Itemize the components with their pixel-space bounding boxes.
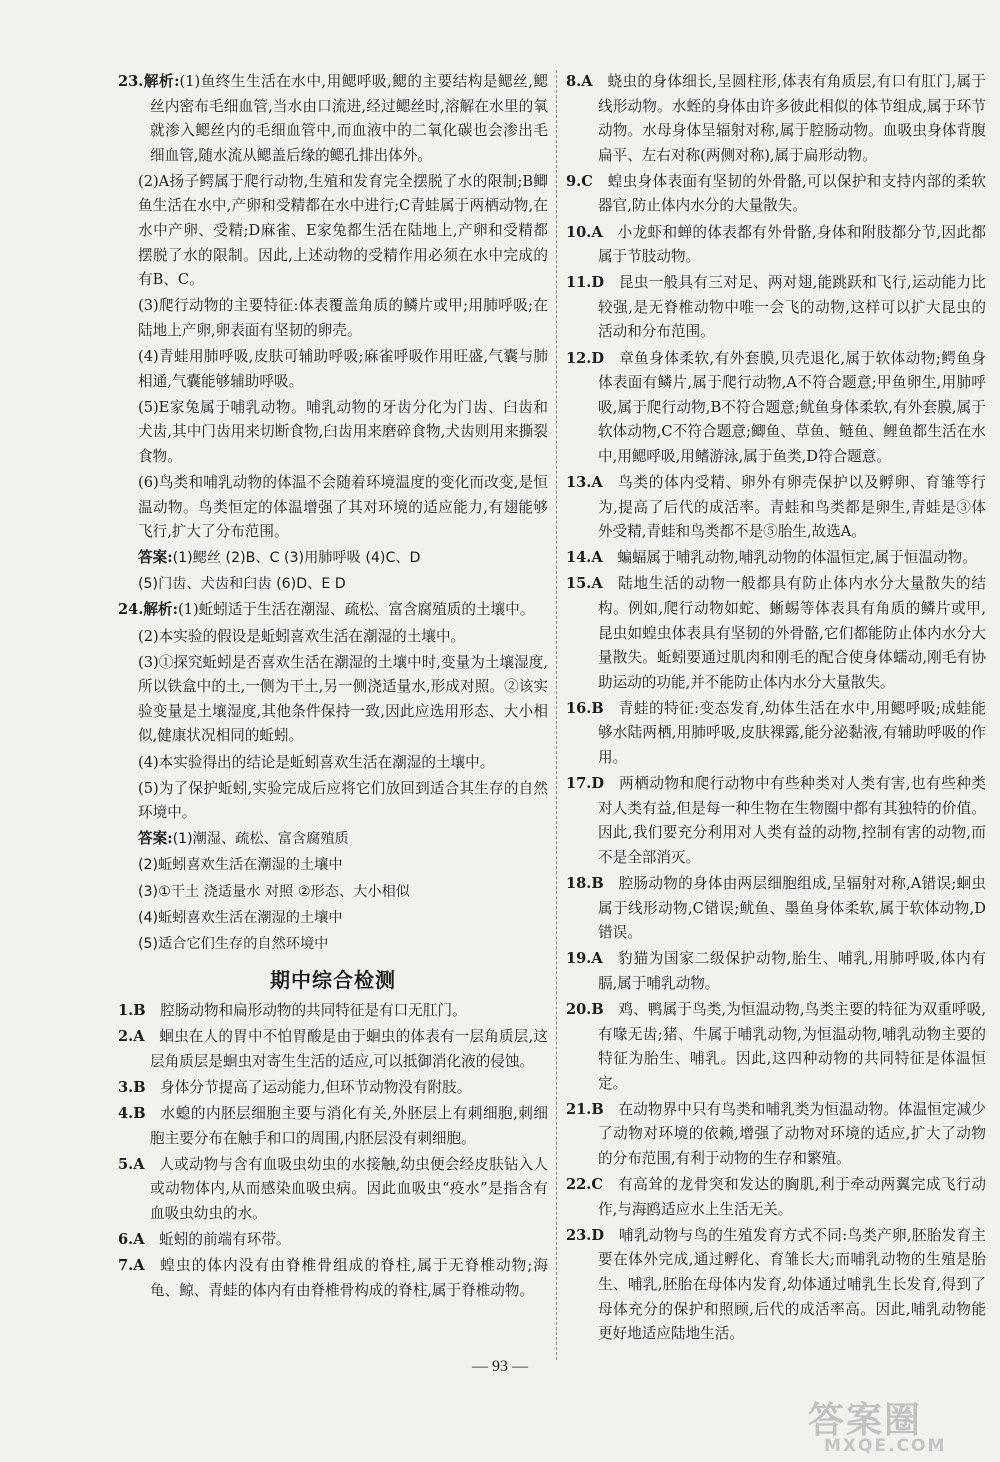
paragraph-text: (6)鸟类和哺乳动物的体温不会随着环境温度的变化而改变,是恒温动物。鸟类恒定的体温增强了其对环境的适应能力,有翅能够飞行,扩大了分布范围。 bbox=[138, 474, 548, 541]
paragraph-text: 两栖动物和爬行动物中有些种类对人类有害,也有些种类对人类有益,但是每一种生物在生物圈中都有其独特的价值。因此,我们要充分利用对人类有益的动物,控制有害的动物,而不是全部消灭。 bbox=[598, 775, 986, 866]
question-item bbox=[566, 546, 986, 571]
question-number: 18.B bbox=[566, 875, 604, 892]
paragraph-text: 蝗虫的体内没有由脊椎骨组成的脊柱,属于无脊椎动物;海龟、鲸、青蛙的体内有由脊椎骨构成的脊柱,属于脊椎动物。 bbox=[150, 1257, 548, 1299]
question-number: 6.A bbox=[118, 1231, 145, 1249]
question-number: 22.C bbox=[566, 1176, 604, 1194]
paragraph-text: 蚯蚓的前端有环带。 bbox=[159, 1231, 291, 1249]
question-item bbox=[566, 271, 986, 345]
paragraph-text: (1)鳃丝 (2)B、C (3)用肺呼吸 (4)C、D bbox=[172, 550, 421, 567]
question-item bbox=[566, 947, 986, 996]
question-item bbox=[566, 772, 986, 870]
question-number: 2.A bbox=[118, 1028, 145, 1046]
question-number: 5.A bbox=[118, 1155, 145, 1173]
paragraph-text: (5)门齿、犬齿和臼齿 (6)D、E D bbox=[138, 576, 346, 593]
paragraph-text: (1)鱼终生生活在水中,用鳃呼吸,鳃的主要结构是鳃丝,鳃丝内密布毛细血管,当水由口流进,经过鳃丝时,溶解在水里的氧就渗入鳃丝内的毛细血管中,而血液中的二氧化碳也会渗出毛细血管,随水流从鳃盖后缘的鳃孔排出体外。 bbox=[150, 73, 549, 164]
column-divider bbox=[556, 70, 557, 1360]
paragraph-text: 鸟类的体内受精、卵外有卵壳保护以及孵卵、育雏等行为,提高了后代的成活率。青蛙和鸟类都是卵生,青蛙是③体外受精,青蛙和鸟类都不是⑤胎生,故选A。 bbox=[598, 474, 986, 541]
paragraph-text: 在动物界中只有鸟类和哺乳类为恒温动物。体温恒定减少了动物对环境的依赖,增强了动物对环境的适应,扩大了动物的分布范围,有利于动物的生存和繁殖。 bbox=[598, 1100, 986, 1168]
question-item bbox=[566, 572, 986, 695]
question-item bbox=[566, 1173, 986, 1222]
answer-line bbox=[118, 827, 548, 852]
paragraph-text: (5)为了保护蚯蚓,实验完成后应将它们放回到适合其生存的自然环境中。 bbox=[138, 779, 548, 822]
question-number: 9.C bbox=[566, 172, 593, 190]
paragraph-text: 蝙蝠属于哺乳动物,哺乳动物的体温恒定,属于恒温动物。 bbox=[617, 549, 977, 567]
question-item bbox=[118, 1102, 548, 1151]
question-item bbox=[118, 1025, 548, 1074]
left-column bbox=[118, 70, 548, 1305]
explanation-paragraph bbox=[118, 170, 548, 293]
paragraph-text: 蝗虫身体表面有坚韧的外骨骼,可以保护和支持内部的柔软器官,防止体内水分的大量散失。 bbox=[598, 172, 986, 215]
watermark-logo bbox=[800, 1392, 990, 1456]
answer-line bbox=[118, 546, 548, 571]
question-item bbox=[566, 1224, 986, 1347]
analysis-label: 解析: bbox=[143, 601, 178, 619]
question-item bbox=[566, 347, 986, 470]
question-number: 13.A bbox=[566, 474, 603, 491]
explanation-paragraph bbox=[118, 471, 548, 545]
question-item bbox=[118, 1076, 548, 1101]
question-item bbox=[118, 1153, 548, 1227]
explanation-paragraph bbox=[118, 294, 548, 343]
paragraph-text: 青蛙的特征:变态发育,幼体生活在水中,用鳃呼吸;成蛙能够水陆两栖,用肺呼吸,皮肤裸露,能分泌黏液,有辅助呼吸的作用。 bbox=[598, 699, 986, 767]
explanation-paragraph bbox=[118, 932, 548, 957]
paragraph-text: (3)爬行动物的主要特征:体表覆盖角质的鳞片或甲;用肺呼吸;在陆地上产卵,卵表面有坚韧的卵壳。 bbox=[138, 297, 548, 339]
question-number: 17.D bbox=[566, 775, 605, 793]
question-number: 10.A bbox=[566, 223, 603, 241]
answer-label: 答案: bbox=[138, 830, 173, 848]
question-number: 15.A bbox=[566, 575, 603, 593]
paragraph-text: 蛲虫的身体细长,呈圆柱形,体表有角质层,有口有肛门,属于线形动物。水蛭的身体由许多彼此相似的体节组成,属于环节动物。水母身体呈辐射对称,属于腔肠动物。血吸虫身体背腹扁平、左右对称(两侧对称),属于扁形动物。 bbox=[598, 73, 986, 164]
question-item bbox=[118, 70, 548, 168]
paragraph-text: 腔肠动物的身体由两层细胞组成,呈辐射对称,A错误;蛔虫属于线形动物,C错误;鱿鱼、墨鱼身体柔软,属于软体动物,D错误。 bbox=[598, 875, 986, 942]
question-item bbox=[566, 221, 986, 270]
question-number: 3.B bbox=[118, 1079, 146, 1097]
explanation-paragraph bbox=[118, 345, 548, 394]
question-number: 7.A bbox=[118, 1257, 145, 1275]
question-number: 19.A bbox=[566, 950, 603, 968]
paragraph-text: (1)蚯蚓适于生活在潮湿、疏松、富含腐殖质的土壤中。 bbox=[177, 601, 535, 619]
paragraph-text: (2)本实验的假设是蚯蚓喜欢生活在潮湿的土壤中。 bbox=[138, 627, 466, 645]
question-number: 23. bbox=[118, 73, 144, 90]
question-number: 21.B bbox=[566, 1100, 604, 1118]
question-item bbox=[566, 1098, 986, 1172]
question-number: 20.B bbox=[566, 1000, 604, 1018]
question-item bbox=[118, 1228, 548, 1253]
question-item bbox=[566, 872, 986, 946]
page-number: — 93 — bbox=[472, 1358, 528, 1375]
paragraph-text: 章鱼身体柔软,有外套膜,贝壳退化,属于软体动物;鳄鱼身体表面有鳞片,属于爬行动物,A不符合题意;甲鱼卵生,用肺呼吸,属于爬行动物,B不符合题意;鱿鱼身体柔软,有外套膜,属于软体动物,C不符合题意;鲫鱼、草鱼、鲢鱼、鲤鱼都生活在水中,用鳃呼吸,用鳍游泳,属于鱼类,D符合题意。 bbox=[598, 349, 986, 465]
paragraph-text: (5)适合它们生存的自然环境中 bbox=[138, 935, 329, 952]
paragraph-text: (3)①探究蚯蚓是否喜欢生活在潮湿的土壤中时,变量为土壤湿度,所以铁盒中的土,一侧为干土,另一侧浇适量水,形成对照。②该实验变量是土壤湿度,其他条件保持一致,因此应选用形态、大小相似,健康状况相同的蚯蚓。 bbox=[138, 653, 548, 745]
paragraph-text: 身体分节提高了运动能力,但环节动物没有附肢。 bbox=[160, 1079, 472, 1097]
paragraph-text: (4)本实验得出的结论是蚯蚓喜欢生活在潮湿的土壤中。 bbox=[138, 753, 495, 771]
explanation-paragraph bbox=[118, 751, 548, 776]
question-number: 8.A bbox=[566, 73, 593, 90]
paragraph-text: 蛔虫在人的胃中不怕胃酸是由于蛔虫的体表有一层角质层,这层角质层是蛔虫对寄生生活的适应,可以抵御消化液的侵蚀。 bbox=[150, 1028, 548, 1070]
paragraph-text: 小龙虾和蝉的体表都有外骨骼,身体和附肢都分节,因此都属于节肢动物。 bbox=[598, 223, 986, 266]
paragraph-text: (2)A扬子鳄属于爬行动物,生殖和发育完全摆脱了水的限制;B鲫鱼生活在水中,产卵和受精都在水中进行;C青蛙属于两栖动物,在水中产卵、受精;D麻雀、E家兔都生活在陆地上,产卵和受精都摆脱了水的限制。因此,上述动物的受精作用必须在水中完成的有B、C。 bbox=[138, 172, 548, 289]
paragraph-text: (2)蚯蚓喜欢生活在潮湿的土壤中 bbox=[138, 857, 343, 874]
explanation-paragraph bbox=[118, 906, 548, 931]
question-item bbox=[118, 598, 548, 623]
answer-label: 答案: bbox=[138, 549, 173, 567]
question-item bbox=[566, 471, 986, 545]
question-number: 24. bbox=[118, 601, 144, 619]
watermark-url: MXQE.COM bbox=[824, 1436, 947, 1456]
explanation-paragraph bbox=[118, 853, 548, 878]
explanation-paragraph bbox=[118, 396, 548, 470]
paragraph-text: 哺乳动物与鸟的生殖发育方式不同:鸟类产卵,胚胎发育主要在体外完成,通过孵化、育雏长大;而哺乳动物的生殖是胎生、哺乳,胚胎在母体内发育,幼体通过哺乳生长发育,得到了母体充分的保护和照顾,后代的成活率高。因此,哺乳动物能更好地适应陆地生活。 bbox=[598, 1226, 986, 1343]
question-item bbox=[118, 999, 548, 1024]
paragraph-text: 水螅的内胚层细胞主要与消化有关,外胚层上有刺细胞,刺细胞主要分布在触手和口的周围,内胚层没有刺细胞。 bbox=[150, 1105, 548, 1147]
question-number: 1.B bbox=[118, 1002, 146, 1020]
explanation-paragraph bbox=[118, 572, 548, 597]
explanation-paragraph bbox=[118, 880, 548, 905]
paragraph-text: (5)E家兔属于哺乳动物。哺乳动物的牙齿分化为门齿、臼齿和犬齿,其中门齿用来切断食物,臼齿用来磨碎食物,犬齿则用来撕裂食物。 bbox=[138, 398, 548, 465]
explanation-paragraph bbox=[118, 625, 548, 650]
paragraph-text: (4)青蛙用肺呼吸,皮肤可辅助呼吸;麻雀呼吸作用旺盛,气囊与肺相通,气囊能够辅助呼吸。 bbox=[138, 348, 548, 390]
question-item bbox=[566, 70, 986, 168]
watermark-text: 答案圈 bbox=[808, 1400, 923, 1441]
explanation-paragraph bbox=[118, 777, 548, 826]
paragraph-text: 昆虫一般具有三对足、两对翅,能跳跃和飞行,运动能力比较强,是无脊椎动物中唯一会飞的动物,这样可以扩大昆虫的活动和分布范围。 bbox=[598, 274, 986, 341]
paragraph-text: 人或动物与含有血吸虫幼虫的水接触,幼虫便会经皮肤钻入人或动物体内,从而感染血吸虫病。因此血吸虫“疫水”是指含有血吸虫幼虫的水。 bbox=[150, 1155, 548, 1223]
paragraph-text: 陆地生活的动物一般都具有防止体内水分大量散失的结构。例如,爬行动物如蛇、蜥蜴等体表具有角质的鳞片或甲,昆虫如蝗虫体表具有坚韧的外骨骼,它们都能防止体内水分大量散失。蚯蚓要通过肌肉和刚毛的配合使身体蠕动,刚毛有协助运动的功能,并不能防止体内水分大量散失。 bbox=[598, 575, 986, 691]
question-number: 11.D bbox=[566, 274, 605, 292]
question-number: 23.D bbox=[566, 1226, 605, 1244]
paragraph-text: (4)蚯蚓喜欢生活在潮湿的土壤中 bbox=[138, 909, 343, 926]
paragraph-text: (1)潮湿、疏松、富含腐殖质 bbox=[172, 831, 349, 848]
question-item bbox=[118, 1254, 548, 1303]
paragraph-text: 豹猫为国家二级保护动物,胎生、哺乳,用肺呼吸,体内有膈,属于哺乳动物。 bbox=[598, 950, 986, 992]
question-item bbox=[566, 697, 986, 771]
analysis-label: 解析: bbox=[143, 73, 180, 90]
question-number: 4.B bbox=[118, 1105, 146, 1123]
section-title: 期中综合检测 bbox=[270, 968, 396, 993]
right-column bbox=[566, 70, 986, 1348]
paragraph-text: 有高耸的龙骨突和发达的胸肌,利于牵动两翼完成飞行动作,与海鸥适应水上生活无关。 bbox=[598, 1176, 986, 1218]
question-number: 14.A bbox=[566, 549, 603, 567]
question-number: 12.D bbox=[566, 349, 605, 367]
question-number: 16.B bbox=[566, 699, 604, 717]
explanation-paragraph bbox=[118, 651, 548, 749]
question-item bbox=[566, 998, 986, 1096]
paragraph-text: (3)①干土 浇适量水 对照 ②形态、大小相似 bbox=[138, 883, 410, 900]
paragraph-text: 腔肠动物和扁形动物的共同特征是有口无肛门。 bbox=[160, 1002, 467, 1020]
paragraph-text: 鸡、鸭属于鸟类,为恒温动物,鸟类主要的特征为双重呼吸,有喙无齿;猪、牛属于哺乳动物,为恒温动物,哺乳动物主要的特征为胎生、哺乳。因此,这四种动物的共同特征是体温恒定。 bbox=[598, 1000, 986, 1092]
question-item bbox=[566, 170, 986, 219]
